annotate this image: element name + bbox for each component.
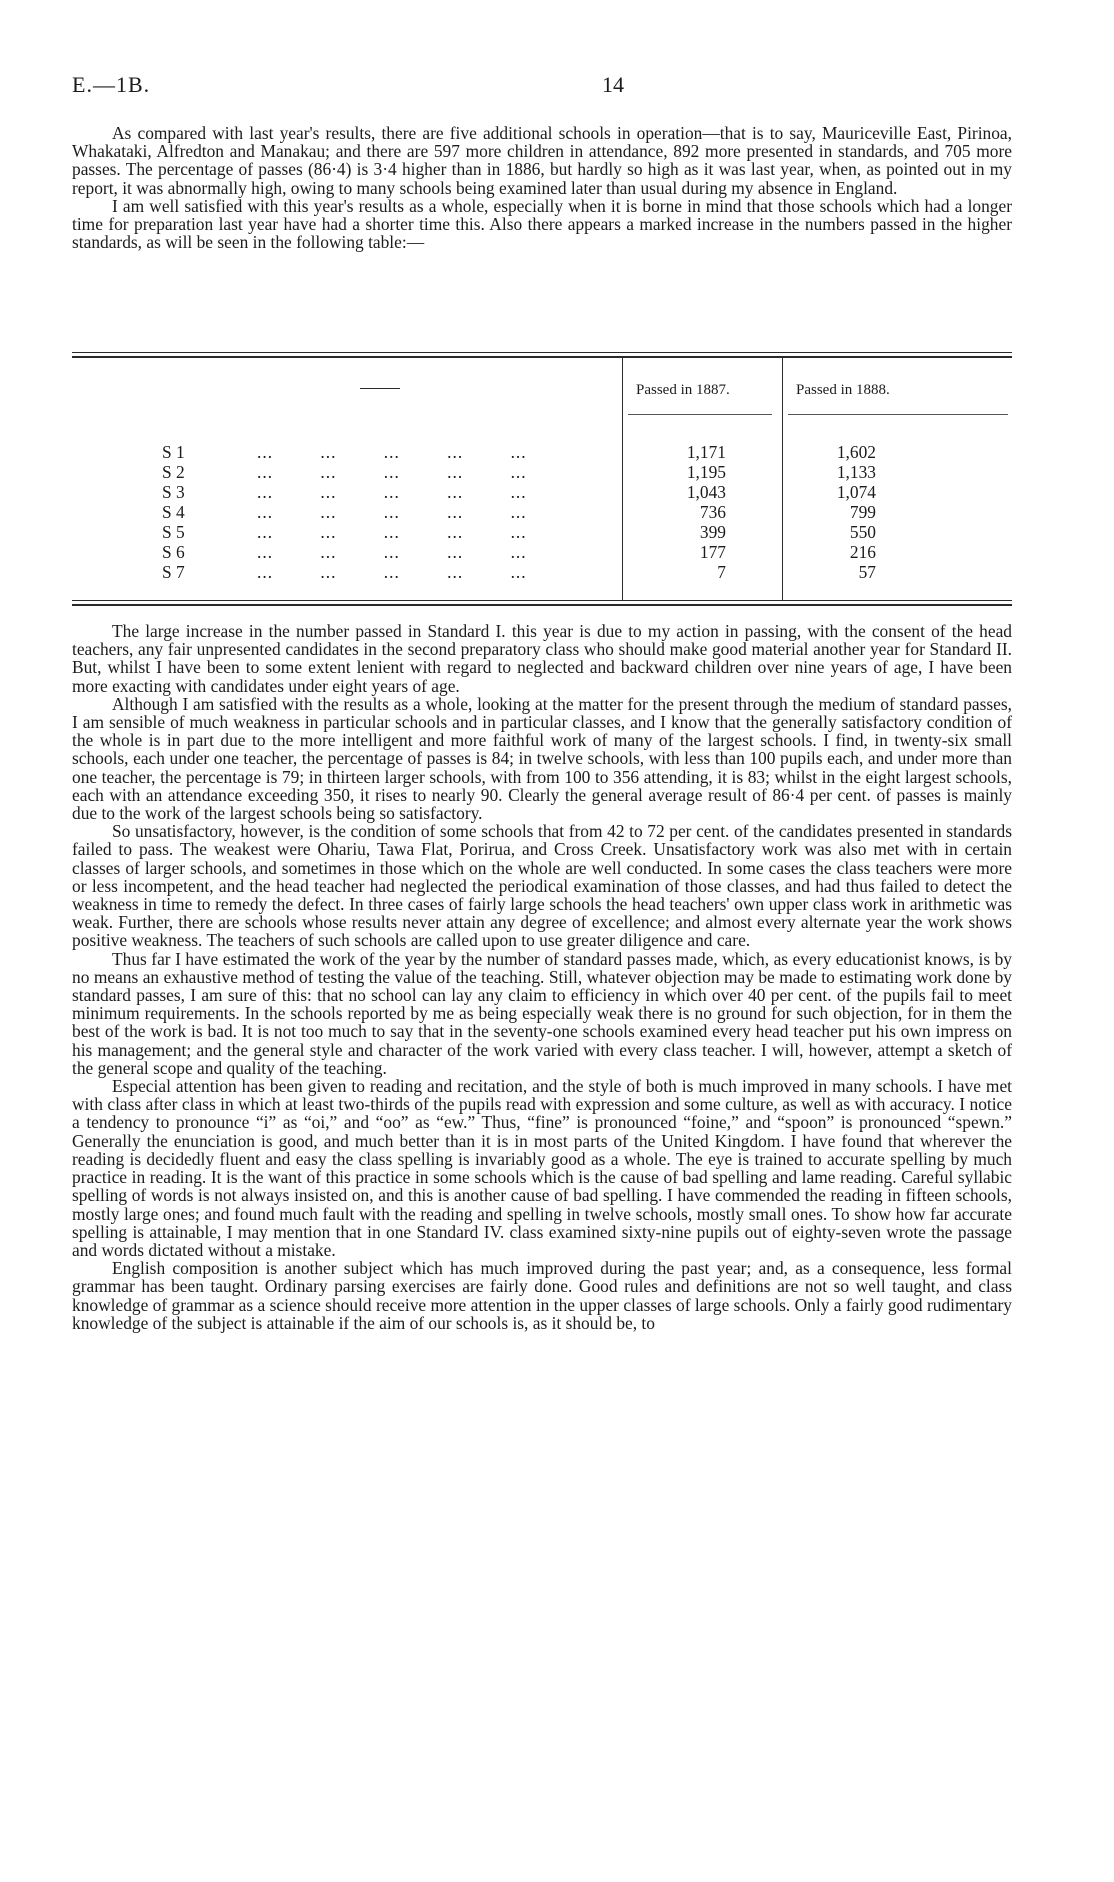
table-row [72, 542, 1012, 562]
leader-dots: ... ... ... ... ... [257, 542, 527, 562]
paragraph: Especial attention has been given to reading and recitation, and the style of both is much improved in many schools. I have met with class after class in which at least two-thirds of the pupils read with expression and some culture, as well as with accuracy. I notice a tendency to pronounce “i” as “oi,” and “oo” as “ew.” Thus, “fine” is pronounced “foine,” and “spoon” is pronounced “spewn.” Generally the enunciation is good, and much better than it is in most parts of the United Kingdom. I have found that wherever the reading is decidedly fluent and easy the class spelling is invariably good as a whole. The eye is trained to accurate spelling by much practice in reading. It is the want of this practice in some schools which is the cause of bad spelling and lame reading. Careful syllabic spelling of words is not always insisted on, and this is another cause of bad spelling. I have commended the reading in fifteen schools, mostly large ones; and found much fault with the reading and spelling in twelve schools, mostly small ones. To show how far accurate spelling is attainable, I may mention that in one Standard IV. class examined sixty-nine pupils out of eighty-seven wrote the passage and words dictated without a mistake. [72, 1076, 1012, 1260]
document-reference: E.—1B. [72, 72, 151, 97]
table-row [72, 482, 1012, 502]
header-underline [788, 414, 1008, 415]
table-rule [72, 604, 1012, 606]
passed-1887: 1,043 [686, 482, 726, 502]
header-underline [628, 414, 772, 415]
column-header-1888: Passed in 1888. [796, 382, 890, 398]
main-section [72, 622, 1012, 1332]
stub-header-dash [360, 388, 400, 389]
standard-label: S 6 [162, 542, 185, 562]
paragraph: I am well satisfied with this year's results as a whole, especially when it is borne in mind that those schools which had a longer time for preparation last year have had a shorter time this. Also there appears a marked increase in the numbers passed in the higher standards, as will be seen in the following table:— [72, 195, 1012, 253]
paragraph: Thus far I have estimated the work of the year by the number of standard passes made, which, as every educationist knows, is by no means an exhaustive method of testing the value of the teaching. Still, whatever objection may be made to estimating work done by standard passes, I am sure of this: that no school can lay any claim to efficiency in which over 40 per cent. of the pupils fail to meet minimum requirements. In the schools reported by me as being especially weak there is no ground for such objection, for in them the best of the work is bad. It is not too much to say that in the seventy-one schools examined every head teacher put his own impress on his management; and the general style and character of the work varied with every class teacher. I will, however, attempt a sketch of the general scope and quality of the teaching. [72, 948, 1012, 1078]
leader-dots: ... ... ... ... ... [257, 562, 527, 582]
table-row [72, 522, 1012, 542]
passed-1888: 550 [849, 522, 876, 542]
leader-dots: ... ... ... ... ... [257, 502, 527, 522]
standards-table [72, 352, 1012, 606]
passed-1887: 399 [699, 522, 726, 542]
table-row [72, 442, 1012, 462]
table-rule [72, 356, 1012, 358]
table-row [72, 462, 1012, 482]
table-row [72, 562, 1012, 582]
standard-label: S 1 [162, 442, 185, 462]
standard-label: S 4 [162, 502, 185, 522]
paragraph: As compared with last year's results, there are five additional schools in operation—that is to say, Mauriceville East, Pirinoa, Whakataki, Alfredton and Manakau; and there are 597 more children in attendance, 892 more presented in standards, and 705 more passes. The percentage of passes (86·4) is 3·4 higher than in 1886, but hardly so high as it was last year, when, as pointed out in my report, it was abnormally high, owing to many schools being examined later than usual during my absence in England. [72, 123, 1012, 198]
page-number: 14 [602, 72, 624, 97]
paragraph: Although I am satisfied with the results as a whole, looking at the matter for the present through the medium of standard passes, I am sensible of much weakness in particular schools and in particular classes, and I know that the generally satisfactory condition of the whole is in part due to the more intelligent and more faithful work of many of the largest schools. I find, in twenty-six small schools, each under one teacher, the percentage of passes is 84; in twelve schools, with less than 100 pupils each, and under more than one teacher, the percentage is 79; in thirteen larger schools, with from 100 to 356 attending, it is 83; whilst in the eight largest schools, each with an attendance exceeding 350, it rises to nearly 90. Clearly the general average result of 86·4 per cent. of passes is mainly due to the work of the largest schools being so satisfactory. [72, 693, 1012, 824]
passed-1888: 1,133 [836, 462, 876, 482]
table-rule [72, 352, 1012, 353]
leader-dots: ... ... ... ... ... [257, 442, 527, 462]
standard-label: S 5 [162, 522, 185, 542]
passed-1888: 1,602 [836, 442, 876, 462]
table-row [72, 502, 1012, 522]
paragraph: So unsatisfactory, however, is the condition of some schools that from 42 to 72 per cent. of the candidates presented in standards failed to pass. The weakest were Ohariu, Tawa Flat, Porirua, and Cross Creek. Unsatisfactory work was also met with in certain classes of larger schools, and sometimes in those which on the whole are well conducted. In some cases the class teachers were more or less incompetent, and the head teacher had neglected the periodical examination of those classes, and had thus failed to detect the weakness in time to remedy the defect. In three cases of fairly large schools the head teachers' own upper class work in arithmetic was weak. Further, there are schools whose results never attain any degree of excellence; and almost every alternate year the work shows positive weakness. The teachers of such schools are called upon to use greater diligence and care. [72, 821, 1012, 951]
passed-1887: 1,195 [686, 462, 726, 482]
passed-1887: 177 [699, 542, 726, 562]
passed-1887: 1,171 [686, 442, 726, 462]
page-header [72, 72, 1012, 102]
paragraph: English composition is another subject which has much improved during the past year; and, as a consequence, less formal grammar has been taught. Ordinary parsing exercises are fairly done. Good rules and definitions are not so well taught, and class knowledge of grammar as a science should receive more attention in the upper classes of large schools. Only a fairly good rudimentary knowledge of the subject is attainable if the aim of our schools is, as it should be, to [72, 1258, 1012, 1333]
passed-1888: 1,074 [836, 482, 876, 502]
intro-section [72, 124, 1012, 251]
standard-label: S 3 [162, 482, 185, 502]
column-header-1887: Passed in 1887. [636, 382, 730, 398]
passed-1887: 7 [717, 562, 726, 582]
standard-label: S 7 [162, 562, 185, 582]
standard-label: S 2 [162, 462, 185, 482]
leader-dots: ... ... ... ... ... [257, 522, 527, 542]
leader-dots: ... ... ... ... ... [257, 462, 527, 482]
leader-dots: ... ... ... ... ... [257, 482, 527, 502]
table-rule [72, 600, 1012, 601]
paragraph: The large increase in the number passed in Standard I. this year is due to my action in passing, with the consent of the head teachers, any fair unpresented candidates in the second preparatory class who should make good material another year for Standard II. But, whilst I have been to some extent lenient with regard to neglected and backward children over nine years of age, I have been more exacting with candidates under eight years of age. [72, 621, 1012, 696]
passed-1888: 799 [849, 502, 876, 522]
passed-1888: 216 [849, 542, 876, 562]
passed-1887: 736 [699, 502, 726, 522]
passed-1888: 57 [858, 562, 876, 582]
